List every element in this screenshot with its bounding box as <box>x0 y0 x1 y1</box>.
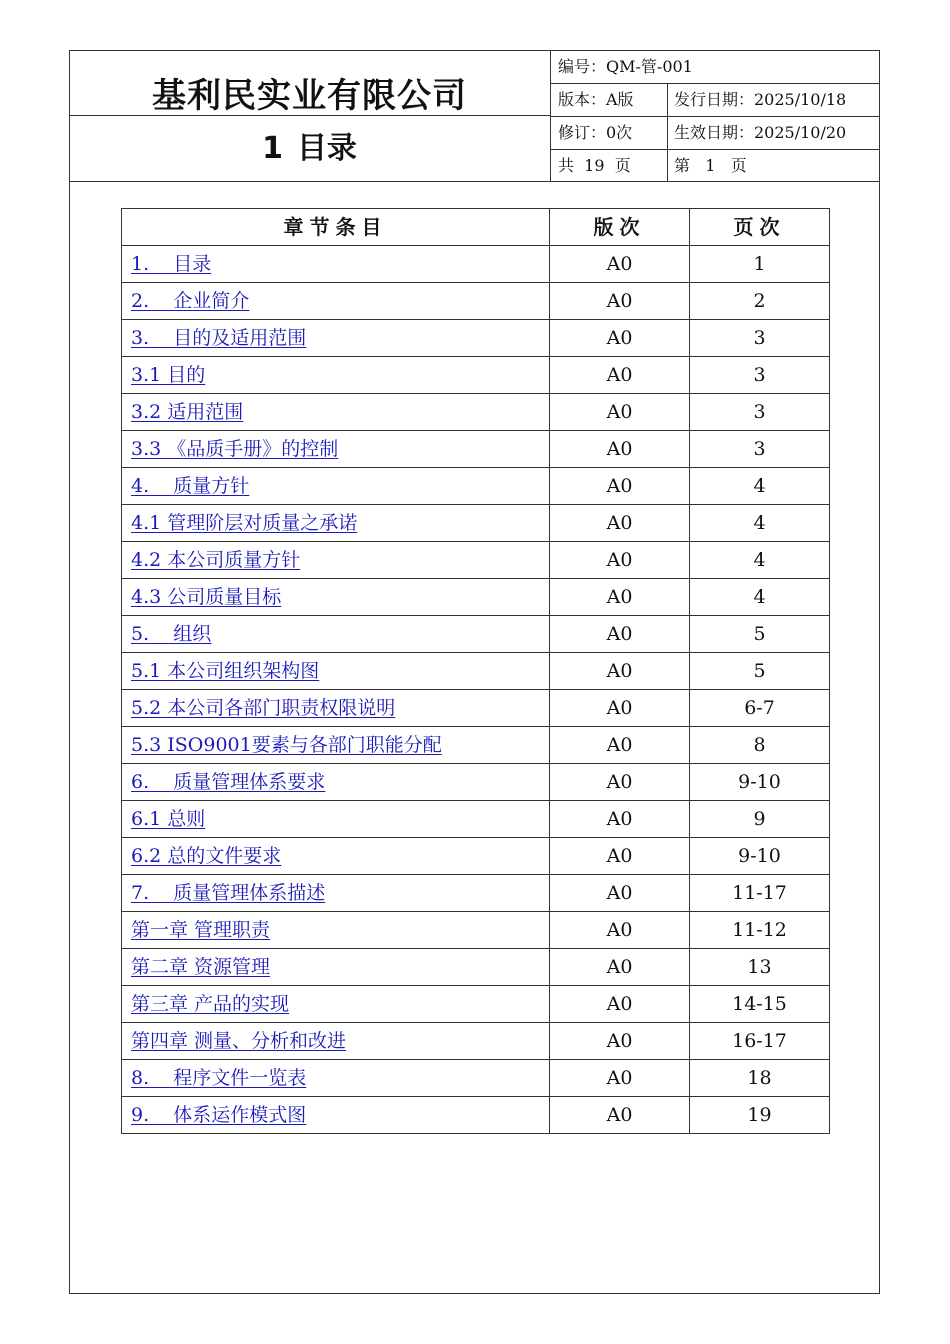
revision-field: 修订：0次 <box>558 122 633 142</box>
table-row <box>122 1023 830 1060</box>
version-cell: A0 <box>550 616 690 653</box>
version-cell: A0 <box>550 727 690 764</box>
table-row <box>122 542 830 579</box>
toc-header-row <box>122 209 830 246</box>
page-cell: 9-10 <box>690 764 830 801</box>
table-row <box>122 246 830 283</box>
toc-entry-link[interactable]: 7. 质量管理体系描述 <box>131 881 326 904</box>
section-title <box>262 131 357 166</box>
company-name: 基利民实业有限公司 <box>152 76 467 116</box>
toc-entry-link[interactable]: 第三章 产品的实现 <box>131 992 290 1015</box>
version-cell: A0 <box>550 690 690 727</box>
page-cell: 18 <box>690 1060 830 1097</box>
version-cell: A0 <box>550 653 690 690</box>
toc-entry-cell <box>122 1023 550 1060</box>
page-cell: 14-15 <box>690 986 830 1023</box>
version-cell: A0 <box>550 1060 690 1097</box>
toc-entry-link[interactable]: 第二章 资源管理 <box>131 955 271 978</box>
page-cell: 13 <box>690 949 830 986</box>
toc-entry-cell <box>122 431 550 468</box>
version-cell: A0 <box>550 912 690 949</box>
total-pages-field: 共 19 页 <box>558 155 631 175</box>
version-cell: A0 <box>550 949 690 986</box>
toc-entry-cell <box>122 986 550 1023</box>
issue-date-field: 发行日期：2025/10/18 <box>674 89 847 109</box>
page-cell: 3 <box>690 431 830 468</box>
table-row <box>122 431 830 468</box>
version-cell: A0 <box>550 394 690 431</box>
toc-entry-link[interactable]: 9. 体系运作模式图 <box>131 1103 307 1126</box>
toc-entry-cell <box>122 357 550 394</box>
toc-table <box>121 208 830 1134</box>
version-cell: A0 <box>550 1023 690 1060</box>
toc-entry-link[interactable]: 3.3 《品质手册》的控制 <box>131 437 339 460</box>
version-cell: A0 <box>550 801 690 838</box>
toc-entry-cell <box>122 1060 550 1097</box>
page-cell: 4 <box>690 579 830 616</box>
table-row <box>122 1097 830 1134</box>
version-cell: A0 <box>550 1097 690 1134</box>
page-cell: 19 <box>690 1097 830 1134</box>
column-header-section: 章节条目 <box>122 209 550 246</box>
version-cell: A0 <box>550 320 690 357</box>
toc-entry-link[interactable]: 4. 质量方针 <box>131 474 250 497</box>
version-cell: A0 <box>550 838 690 875</box>
page-cell: 16-17 <box>690 1023 830 1060</box>
page-cell: 9-10 <box>690 838 830 875</box>
version-cell: A0 <box>550 764 690 801</box>
page-cell: 4 <box>690 505 830 542</box>
table-row <box>122 283 830 320</box>
toc-entry-link[interactable]: 6.2 总的文件要求 <box>131 844 282 867</box>
toc-entry-link[interactable]: 4.3 公司质量目标 <box>131 585 282 608</box>
toc-entry-link[interactable]: 8. 程序文件一览表 <box>131 1066 307 1089</box>
toc-entry-cell <box>122 727 550 764</box>
page-cell: 6-7 <box>690 690 830 727</box>
page-cell: 1 <box>690 246 830 283</box>
toc-entry-link[interactable]: 3.1 目的 <box>131 363 206 386</box>
toc-entry-cell <box>122 949 550 986</box>
version-cell: A0 <box>550 875 690 912</box>
table-row <box>122 320 830 357</box>
page-cell: 5 <box>690 653 830 690</box>
toc-entry-link[interactable]: 3. 目的及适用范围 <box>131 326 307 349</box>
version-cell: A0 <box>550 283 690 320</box>
page-cell: 4 <box>690 542 830 579</box>
toc-entry-cell <box>122 283 550 320</box>
table-row <box>122 653 830 690</box>
toc-entry-link[interactable]: 1. 目录 <box>131 252 212 275</box>
toc-entry-cell <box>122 912 550 949</box>
table-row <box>122 616 830 653</box>
toc-entry-link[interactable]: 5.1 本公司组织架构图 <box>131 659 320 682</box>
section-number: 1 <box>262 131 283 166</box>
version-cell: A0 <box>550 468 690 505</box>
page-cell: 3 <box>690 394 830 431</box>
toc-entry-link[interactable]: 4.2 本公司质量方针 <box>131 548 301 571</box>
toc-entry-cell <box>122 653 550 690</box>
version-cell: A0 <box>550 357 690 394</box>
company-cell <box>69 50 551 116</box>
page-cell: 3 <box>690 320 830 357</box>
toc-entry-cell <box>122 690 550 727</box>
toc-entry-cell <box>122 838 550 875</box>
table-row <box>122 838 830 875</box>
table-row <box>122 986 830 1023</box>
page-cell: 9 <box>690 801 830 838</box>
page-cell: 4 <box>690 468 830 505</box>
table-row <box>122 468 830 505</box>
table-row <box>122 1060 830 1097</box>
toc-entry-cell <box>122 875 550 912</box>
effective-date-field: 生效日期：2025/10/20 <box>674 122 847 142</box>
page-cell: 2 <box>690 283 830 320</box>
section-title-cell <box>69 116 551 182</box>
page-cell: 11-17 <box>690 875 830 912</box>
table-row <box>122 764 830 801</box>
table-row <box>122 505 830 542</box>
table-row <box>122 875 830 912</box>
toc-entry-cell <box>122 616 550 653</box>
table-row <box>122 579 830 616</box>
toc-entry-cell <box>122 542 550 579</box>
toc-entry-link[interactable]: 4.1 管理阶层对质量之承诺 <box>131 511 358 534</box>
section-title-text: 目录 <box>296 131 357 166</box>
document-header <box>69 50 880 182</box>
toc-entry-cell <box>122 801 550 838</box>
toc-entry-link[interactable]: 第一章 管理职责 <box>131 918 271 941</box>
table-row <box>122 357 830 394</box>
table-row <box>122 727 830 764</box>
toc-entry-link[interactable]: 5.3 ISO9001要素与各部门职能分配 <box>131 733 442 756</box>
version-cell: A0 <box>550 542 690 579</box>
table-row <box>122 949 830 986</box>
toc-entry-link[interactable]: 6.1 总则 <box>131 807 206 830</box>
toc-entry-link[interactable]: 2. 企业简介 <box>131 289 250 312</box>
toc-entry-cell <box>122 468 550 505</box>
doc-number: 编号：QM-管-001 <box>558 56 693 76</box>
version-cell: A0 <box>550 431 690 468</box>
toc-entry-link[interactable]: 5. 组织 <box>131 622 212 645</box>
column-header-version: 版次 <box>550 209 690 246</box>
table-row <box>122 801 830 838</box>
table-row <box>122 690 830 727</box>
column-header-page: 页次 <box>690 209 830 246</box>
page-cell: 3 <box>690 357 830 394</box>
version-field: 版本：A版 <box>558 89 634 109</box>
toc-entry-cell <box>122 1097 550 1134</box>
toc-entry-link[interactable]: 3.2 适用范围 <box>131 400 244 423</box>
table-row <box>122 912 830 949</box>
page-number-field: 第 1 页 <box>674 155 747 175</box>
page-cell: 5 <box>690 616 830 653</box>
page-cell: 8 <box>690 727 830 764</box>
toc-body <box>122 246 830 1134</box>
table-row <box>122 394 830 431</box>
toc-entry-cell <box>122 764 550 801</box>
page-cell: 11-12 <box>690 912 830 949</box>
toc-entry-link[interactable]: 5.2 本公司各部门职责权限说明 <box>131 696 396 719</box>
toc-entry-cell <box>122 246 550 283</box>
toc-entry-link[interactable]: 第四章 测量、分析和改进 <box>131 1029 347 1052</box>
version-cell: A0 <box>550 579 690 616</box>
toc-entry-cell <box>122 505 550 542</box>
toc-entry-cell <box>122 579 550 616</box>
version-cell: A0 <box>550 986 690 1023</box>
version-cell: A0 <box>550 505 690 542</box>
version-cell: A0 <box>550 246 690 283</box>
toc-entry-cell <box>122 394 550 431</box>
toc-entry-cell <box>122 320 550 357</box>
toc-entry-link[interactable]: 6. 质量管理体系要求 <box>131 770 326 793</box>
